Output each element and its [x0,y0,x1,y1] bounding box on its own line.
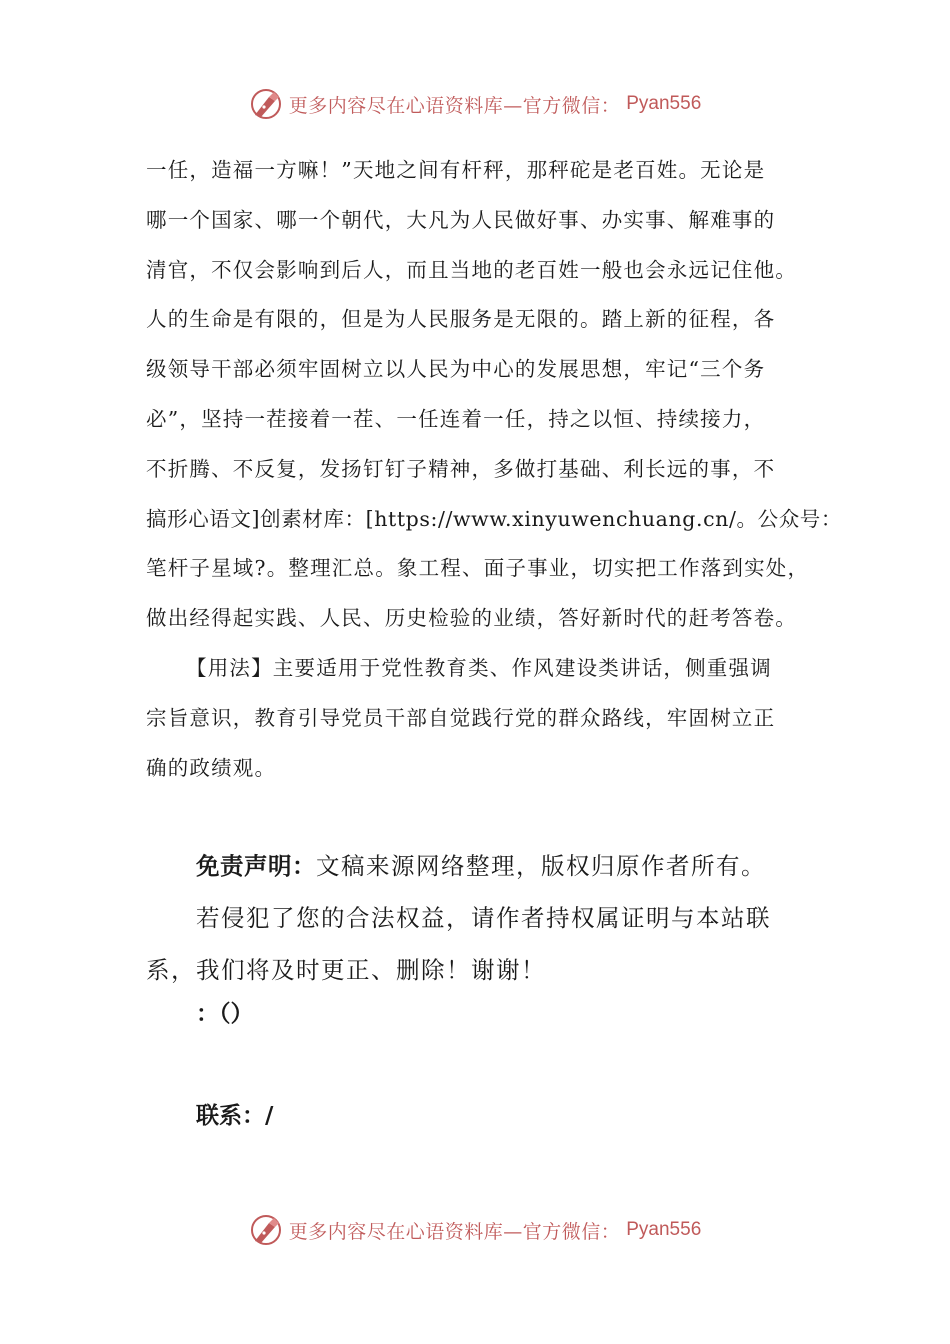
text-line: 人的生命是有限的，但是为人民服务是无限的。踏上新的征程，各 [146,307,776,332]
disclaimer-block [146,840,826,996]
header-banner-inner [249,87,702,121]
pen-nib-logo-icon [249,1213,283,1247]
text-line: 做出经得起实践、人民、历史检验的业绩，答好新时代的赶考答卷。 [146,606,797,631]
footer-banner-text: 更多内容尽在心语资料库—官方微信： [288,1220,621,1243]
header-banner-text: 更多内容尽在心语资料库—官方微信： [288,94,621,117]
disclaimer-line-3: 系，我们将及时更正、删除！谢谢！ [146,956,546,984]
text-line: 确的政绩观。 [146,755,277,780]
disclaimer-line-2: 若侵犯了您的合法权益，请作者持权属证明与本站联 [196,904,771,932]
disclaimer-line-1 [146,840,826,892]
pen-nib-logo-icon [249,87,283,121]
header-wechat-id: Pyan556 [626,93,702,114]
usage-line: 【用法】主要适用于党性教育类、作风建设类讲话，侧重强调 [186,655,772,680]
disclaimer-label: 免责声明： [196,852,316,880]
footer-wechat-id: Pyan556 [626,1219,702,1240]
text-line: 一任，造福一方嘛！”天地之间有杆秤，那秤砣是老百姓。无论是 [146,158,766,182]
text-line: 笔杆子星域?。整理汇总。象工程、面子事业，切实把工作落到实处， [146,556,810,581]
contact-line: 联系：/ [196,1103,274,1129]
article-body [146,146,842,793]
footer-banner-inner [249,1213,702,1247]
header-banner [0,84,950,124]
text-line: 不折腾、不反复，发扬钉钉子精神，多做打基础、利长远的事，不 [146,456,776,481]
text-line: 哪一个国家、哪一个朝代，大凡为人民做好事、办实事、解难事的 [146,207,776,232]
text-line: 清官，不仅会影响到后人，而且当地的老百姓一般也会永远记住他。 [146,257,797,282]
text-line: 宗旨意识，教育引导党员干部自觉践行党的群众路线，牢固树立正 [146,705,776,730]
footer-banner [0,1210,950,1250]
text-line-link: 搞形心语文]创素材库：[https://www.xinyuwenchuang.cn/。公众号： [146,506,842,531]
disclaimer-text: 文稿来源网络整理，版权归原作者所有。 [316,852,766,880]
colon-placeholder-line: ：（） [196,1001,254,1027]
text-line: 必”，坚持一茬接着一茬、一任连着一任，持之以恒、持续接力， [146,406,766,431]
text-line: 级领导干部必须牢固树立以人民为中心的发展思想，牢记“三个务 [146,357,766,382]
